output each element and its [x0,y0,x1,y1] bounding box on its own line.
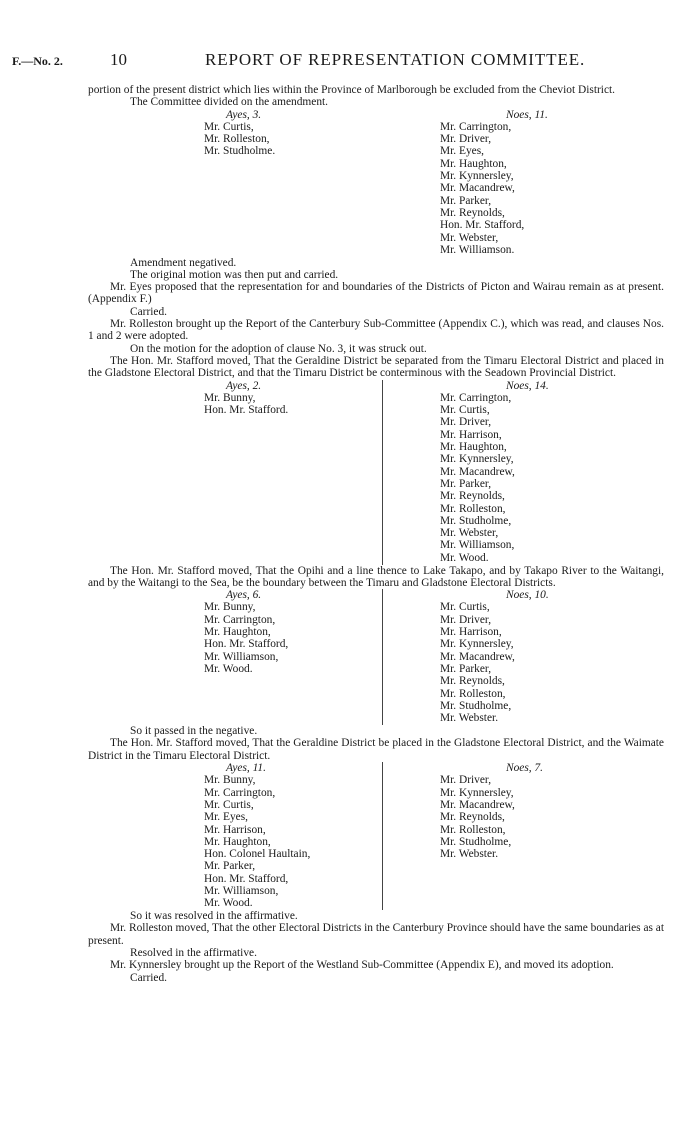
ayes-header: Ayes, 11. [226,762,266,775]
member-name: Mr. Driver, [440,416,492,429]
member-name: Mr. Haughton, [440,441,507,454]
paragraph: Mr. Kynnersley brought up the Report of the Westland Sub-Committee (Appendix E), and moved its adoption. [110,959,614,972]
division-1 [108,109,664,257]
member-name: Mr. Williamson, [204,885,279,898]
member-name: Mr. Webster. [440,848,499,861]
noes-header: Noes, 7. [506,762,544,775]
member-name: Mr. Reynolds, [440,675,505,688]
paragraph: The Hon. Mr. Stafford moved, That the Geraldine District be separated from the Timaru Electoral District and placed in the Gladstone Electoral District, and that the Timaru District be conterminous with the Seadown Provincial District. [88,354,664,380]
ayes-column [204,109,275,158]
paragraph: Carried. [130,305,168,318]
paragraph: Carried. [130,971,168,984]
ayes-header: Ayes, 3. [226,108,262,121]
member-name: Mr. Eyes, [440,145,484,158]
paragraph: Mr. Rolleston brought up the Report of the Canterbury Sub-Committee (Appendix C.), which was read, and clauses Nos. 1 and 2 were adopted. [88,318,664,343]
member-name: Hon. Mr. Stafford, [204,638,289,651]
member-name: Mr. Reynolds, [440,490,505,503]
division-2 [108,380,664,565]
member-name: Mr. Haughton, [204,626,271,639]
member-name: Mr. Bunny, [204,601,256,614]
paragraph: Mr. Eyes proposed that the representation for and boundaries of the Districts of Picton and Wairau remain as at present. (Appendix F.) [88,281,664,306]
member-name: Mr. Bunny, [204,391,256,404]
member-name: Mr. Reynolds, [440,206,505,219]
member-name: Mr. Carrington, [440,391,512,404]
member-name: Mr. Macandrew, [440,182,515,195]
noes-header: Noes, 11. [506,108,548,121]
member-name: Mr. Wood. [204,662,253,675]
division-4 [108,762,664,910]
paragraph: Mr. Rolleston moved, That the other Electoral Districts in the Canterbury Province should have the same boundaries as at present. [88,922,665,947]
member-name: Mr. Curtis, [440,404,490,417]
member-name: Mr. Wood. [204,897,253,910]
member-name: Mr. Webster, [440,527,499,540]
member-name: Mr. Studholme. [204,145,276,158]
division-3 [108,589,664,725]
member-name: Mr. Haughton, [440,157,507,170]
member-name: Mr. Kynnersley, [440,170,514,183]
member-name: Mr. Studholme, [440,514,512,527]
member-name: Mr. Parker, [440,477,492,490]
noes-column [440,589,549,724]
member-name: Mr. Carrington, [440,120,512,133]
paragraph: So it was resolved in the affirmative. [130,910,298,923]
member-name: Hon. Colonel Haultain, [204,848,311,861]
member-name: Mr. Parker, [440,194,492,207]
paragraph: The Committee divided on the amendment. [130,96,329,109]
report-title: REPORT OF REPRESENTATION COMMITTEE. [205,50,586,69]
member-name: Mr. Macandrew, [440,465,515,478]
member-name: Mr. Williamson. [440,243,515,256]
member-name: Mr. Wood. [440,551,489,564]
member-name: Mr. Driver, [440,774,492,787]
paragraph: On the motion for the adoption of clause No. 3, it was struck out. [130,342,427,355]
ayes-column [204,762,310,910]
member-name: Mr. Curtis, [440,601,490,614]
ayes-column [204,380,288,417]
column-divider [382,762,383,910]
member-name: Mr. Curtis, [204,120,254,133]
member-name: Hon. Mr. Stafford, [440,219,525,232]
member-name: Mr. Haughton, [204,835,271,848]
member-name: Mr. Bunny, [204,774,256,787]
member-name: Mr. Kynnersley, [440,453,514,466]
member-name: Mr. Macandrew, [440,798,515,811]
member-name: Mr. Carrington, [204,786,276,799]
member-name: Mr. Webster. [440,712,499,725]
member-name: Mr. Kynnersley, [440,786,514,799]
paper-reference: F.—No. 2. [12,54,63,68]
noes-column [440,109,548,257]
noes-header: Noes, 14. [506,379,549,392]
report-body [88,84,665,984]
ayes-header: Ayes, 6. [226,589,262,602]
member-name: Mr. Harrison, [440,428,502,441]
paragraph: Resolved in the affirmative. [130,946,257,959]
member-name: Mr. Driver, [440,133,492,146]
member-name: Mr. Macandrew, [440,650,515,663]
member-name: Mr. Driver, [440,613,492,626]
paragraph: The original motion was then put and carried. [130,268,339,281]
member-name: Hon. Mr. Stafford, [204,872,289,885]
member-name: Mr. Harrison, [204,823,266,836]
paragraph: So it passed in the negative. [130,725,258,738]
member-name: Mr. Parker, [204,860,256,873]
member-name: Mr. Studholme, [440,835,512,848]
column-divider [382,589,383,725]
paragraph: Amendment negatived. [130,256,237,269]
member-name: Mr. Reynolds, [440,811,505,824]
member-name: Mr. Harrison, [440,626,502,639]
member-name: Mr. Williamson, [440,539,515,552]
member-name: Mr. Webster, [440,231,499,244]
paragraph: portion of the present district which lies within the Province of Marlborough be excluded from the Cheviot District. [88,84,616,96]
paragraph: The Hon. Mr. Stafford moved, That the Geraldine District be placed in the Gladstone Electoral District, and the Waimate District in the Timaru Electoral District. [88,737,664,762]
page-header [0,50,700,72]
member-name: Mr. Rolleston, [440,687,506,700]
member-name: Mr. Eyes, [204,811,248,824]
ayes-header: Ayes, 2. [226,379,262,392]
member-name: Mr. Curtis, [204,798,254,811]
member-name: Mr. Rolleston, [440,502,506,515]
member-name: Mr. Studholme, [440,699,512,712]
column-divider [382,380,383,565]
noes-header: Noes, 10. [506,589,549,602]
member-name: Mr. Rolleston, [440,823,506,836]
noes-column [440,762,543,860]
member-name: Mr. Parker, [440,662,492,675]
noes-column [440,380,549,564]
member-name: Mr. Williamson, [204,650,279,663]
member-name: Mr. Kynnersley, [440,638,514,651]
member-name: Mr. Rolleston, [204,133,270,146]
ayes-column [204,589,288,675]
page-number: 10 [110,50,127,69]
member-name: Hon. Mr. Stafford. [204,404,289,417]
member-name: Mr. Carrington, [204,613,276,626]
paragraph: The Hon. Mr. Stafford moved, That the Opihi and a line thence to Lake Takapo, and by Takapo River to the Waitangi, and by the Waitangi to the Sea, be the boundary between the Timaru and Gladstone Electoral Districts. [88,564,664,589]
